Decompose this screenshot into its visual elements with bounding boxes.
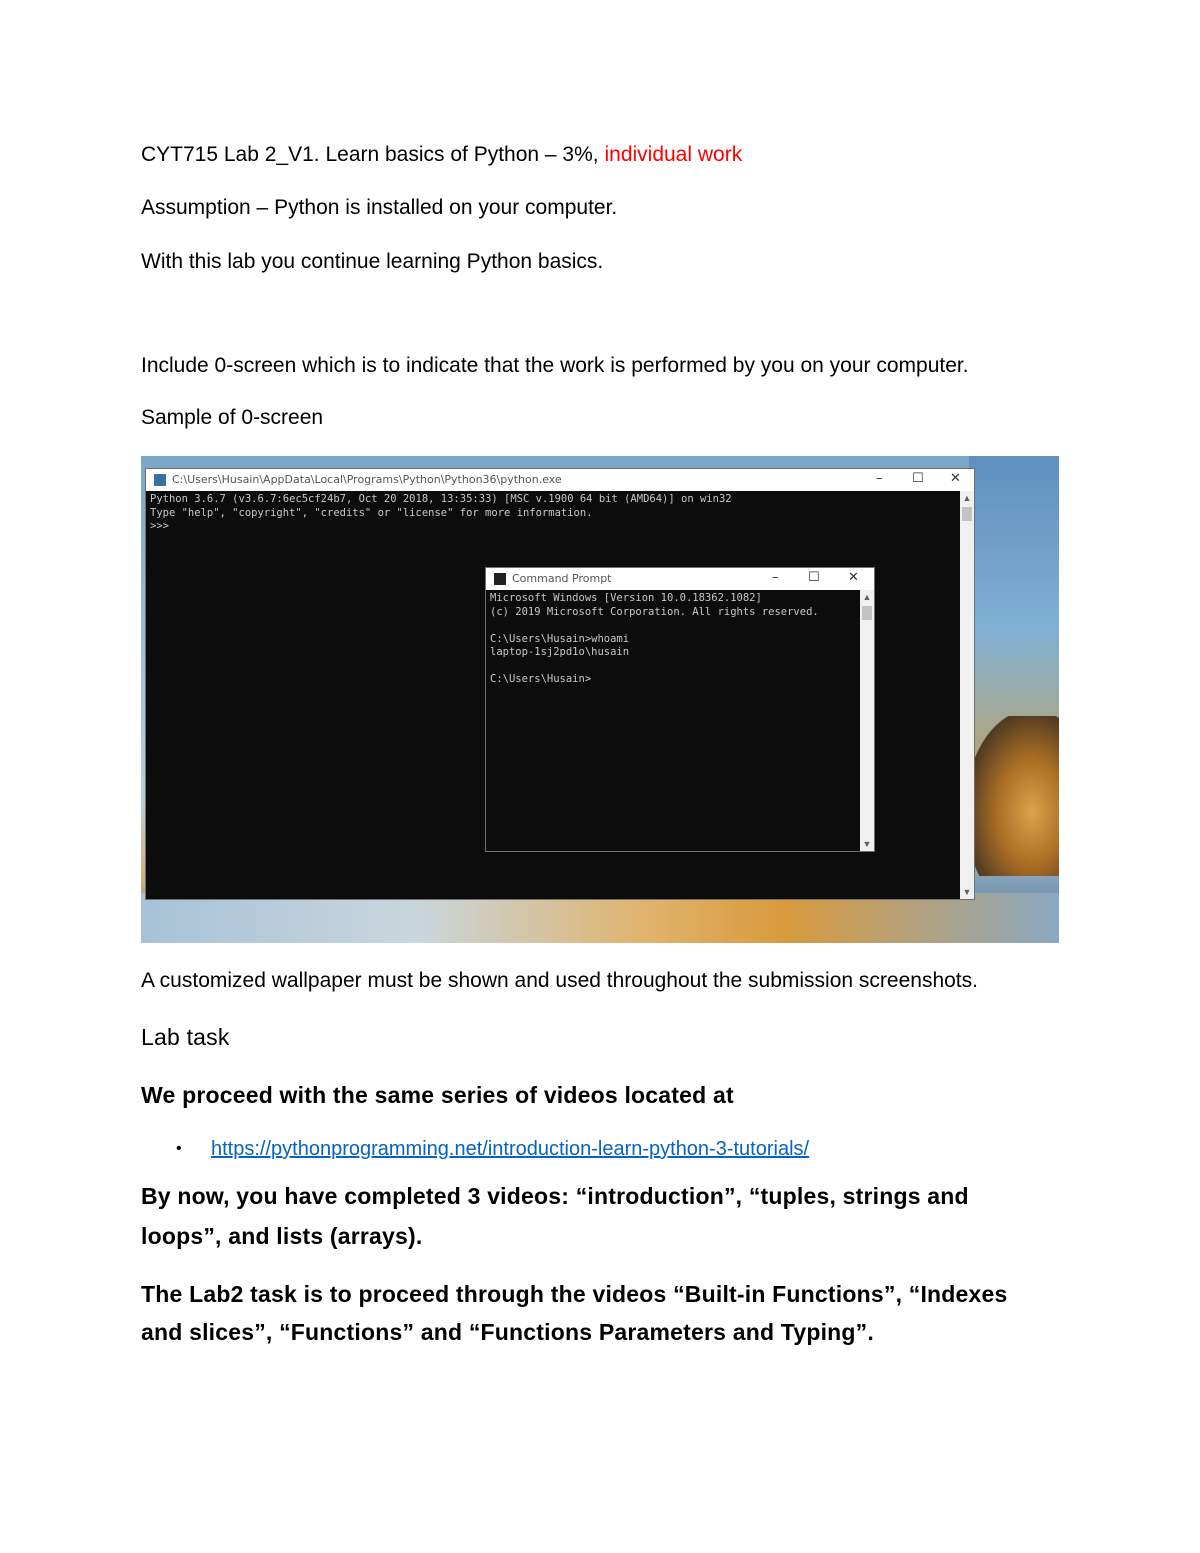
videos-intro: We proceed with the same series of videos located at <box>141 1082 734 1108</box>
cmd-titlebar <box>486 568 874 590</box>
scroll-up-icon[interactable]: ▲ <box>962 493 972 503</box>
python-scrollbar[interactable] <box>960 491 974 899</box>
title-main: CYT715 Lab 2_V1. Learn basics of Python – 3%, <box>141 143 605 166</box>
command-prompt-window <box>485 567 875 852</box>
zero-screen-screenshot <box>141 456 1059 943</box>
python-console-output <box>150 493 732 534</box>
cmd-output <box>490 592 819 687</box>
progress-line-1: By now, you have completed 3 videos: “introduction”, “tuples, strings and <box>141 1183 969 1209</box>
cmd-app-icon <box>494 573 506 585</box>
videos-link-item <box>211 1137 809 1161</box>
task-line-1: The Lab2 task is to proceed through the videos “Built-in Functions”, “Indexes <box>141 1281 1008 1307</box>
bullet-dot: • <box>176 1140 182 1157</box>
scroll-thumb[interactable] <box>862 606 872 620</box>
cmd-line: C:\Users\Husain>whoami <box>490 632 630 645</box>
wallpaper-note: A customized wallpaper must be shown and used throughout the submission screenshots. <box>141 969 978 992</box>
cmd-line: laptop-1sj2pd1o\husain <box>490 646 630 658</box>
python-titlebar <box>146 469 974 491</box>
wallpaper-water <box>141 893 1059 943</box>
cmd-line: Microsoft Windows [Version 10.0.18362.1082] <box>490 592 762 604</box>
python-line: Type "help", "copyright", "credits" or "license" for more information. <box>150 506 593 519</box>
scroll-thumb[interactable] <box>962 507 972 521</box>
lab-task-heading: Lab task <box>141 1024 230 1050</box>
python-line: Python 3.6.7 (v3.6.7:6ec5cf24b7, Oct 20 2018, 13:35:33) [MSC v.1900 64 bit (AMD64)] on win32 <box>150 493 732 505</box>
scroll-up-icon[interactable]: ▲ <box>862 592 872 602</box>
cmd-scrollbar[interactable] <box>860 590 874 851</box>
intro-text: With this lab you continue learning Python basics. <box>141 250 604 273</box>
cmd-window-title: Command Prompt <box>512 572 612 585</box>
close-icon[interactable]: ✕ <box>950 471 961 486</box>
maximize-icon[interactable]: ☐ <box>808 570 820 585</box>
scroll-down-icon[interactable]: ▼ <box>962 887 972 897</box>
wallpaper-rock <box>969 716 1059 876</box>
assumption-text: Assumption – Python is installed on your computer. <box>141 196 618 219</box>
minimize-icon[interactable]: – <box>876 471 883 486</box>
python-prompt: >>> <box>150 520 169 532</box>
include-note: Include 0-screen which is to indicate that the work is performed by you on your computer. <box>141 354 969 377</box>
python-window-title: C:\Users\Husain\AppData\Local\Programs\Python\Python36\python.exe <box>172 473 562 486</box>
task-line-2: and slices”, “Functions” and “Functions Parameters and Typing”. <box>141 1319 874 1345</box>
cmd-prompt: C:\Users\Husain> <box>490 673 592 685</box>
videos-link[interactable]: https://pythonprogramming.net/introduction-learn-python-3-tutorials/ <box>211 1138 810 1160</box>
minimize-icon[interactable]: – <box>772 570 779 585</box>
progress-line-2: loops”, and lists (arrays). <box>141 1223 423 1249</box>
maximize-icon[interactable]: ☐ <box>912 471 924 486</box>
python-app-icon <box>154 474 166 486</box>
cmd-line: (c) 2019 Microsoft Corporation. All rights reserved. <box>490 605 819 618</box>
sample-label: Sample of 0-screen <box>141 406 324 429</box>
scroll-down-icon[interactable]: ▼ <box>862 839 872 849</box>
close-icon[interactable]: ✕ <box>848 570 859 585</box>
title-accent: individual work <box>604 143 743 166</box>
document-title <box>141 142 742 167</box>
